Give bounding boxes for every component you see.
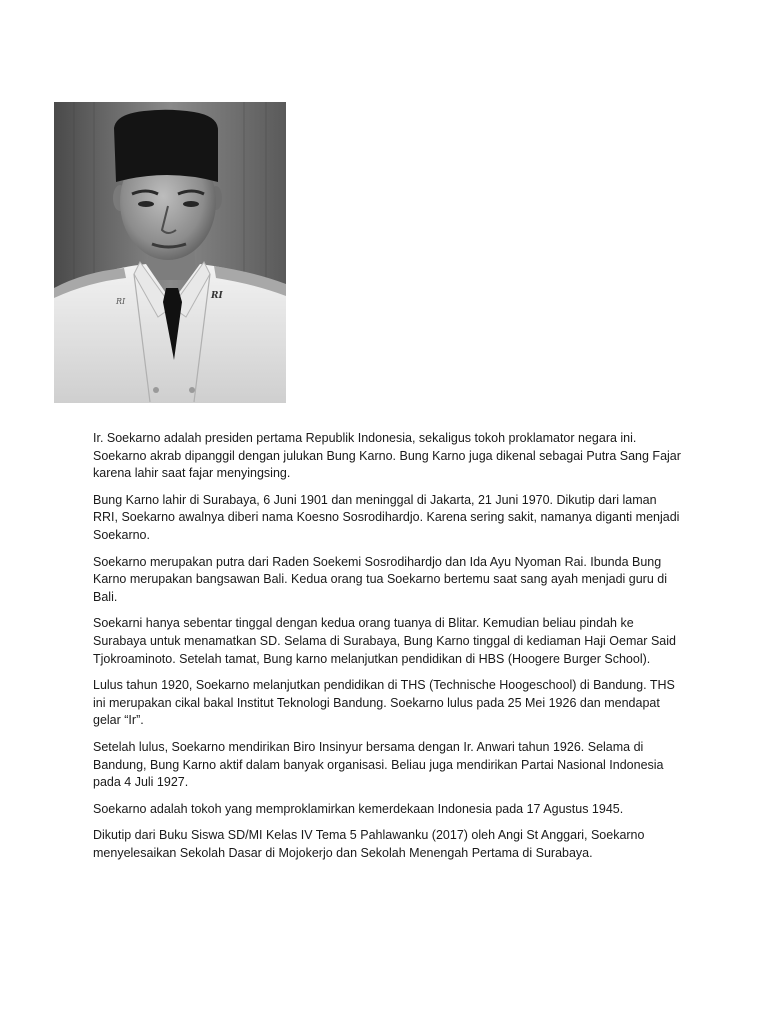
collar-badge-right: RI <box>211 291 223 301</box>
portrait-illustration <box>54 102 286 403</box>
paragraph-career: Setelah lulus, Soekarno mendirikan Biro Insinyur bersama dengan Ir. Anwari tahun 1926. Selama di Bandung, Bung Karno aktif dalam banyak organisasi. Beliau juga mendirikan Partai Nasional Indonesia pada 4 Juli 1927. <box>93 739 664 790</box>
paragraph-proclamation: Soekarno adalah tokoh yang memproklamirkan kemerdekaan Indonesia pada 17 Agustus 1945. <box>93 801 624 816</box>
biography-text <box>93 430 685 871</box>
collar-badge-left: RI <box>116 297 126 306</box>
paragraph-birth: Bung Karno lahir di Surabaya, 6 Juni 1901 dan meninggal di Jakarta, 21 Juni 1970. Dikutip dari laman RRI, Soekarno awalnya diberi nama Koesno Sosrodihardjo. Karena sering sakit, namanya diganti menjadi Soekarno. <box>93 492 680 542</box>
paragraph-source: Dikutip dari Buku Siswa SD/MI Kelas IV Tema 5 Pahlawanku (2017) oleh Angi St Anggari, Soekarno menyelesaikan Sekolah Dasar di Mojokerjo dan Sekolah Menengah Pertama di Surabaya. <box>93 828 645 860</box>
paragraph-childhood: Soekarni hanya sebentar tinggal dengan kedua orang tuanya di Blitar. Kemudian beliau pindah ke Surabaya untuk menamatkan SD. Selama di Surabaya, Bung Karno tinggal di kediaman Haji Oemar Said Tjokroaminoto. Setelah tamat, Bung karno melanjutkan pendidikan di HBS (Hoogere Burger School). <box>93 616 676 666</box>
paragraph-education: Lulus tahun 1920, Soekarno melanjutkan pendidikan di THS (Technische Hoogeschool) di Bandung. THS ini merupakan cikal bakal Institut Teknologi Bandung. Soekarno lulus pada 25 Mei 1926 dan mendapat gelar “Ir”. <box>93 678 675 728</box>
paragraph-parents: Soekarno merupakan putra dari Raden Soekemi Sosrodihardjo dan Ida Ayu Nyoman Rai. Ibunda Bung Karno merupakan bangsawan Bali. Kedua orang tua Soekarno bertemu saat sang ayah menjadi guru di Bali. <box>93 554 667 604</box>
portrait-photo <box>54 102 286 403</box>
paragraph-intro: Ir. Soekarno adalah presiden pertama Republik Indonesia, sekaligus tokoh proklamator negara ini. Soekarno akrab dipanggil dengan julukan Bung Karno. Bung Karno juga dikenal sebagai Putra Sang Fajar karena lahir saat fajar menyingsing. <box>93 431 681 481</box>
